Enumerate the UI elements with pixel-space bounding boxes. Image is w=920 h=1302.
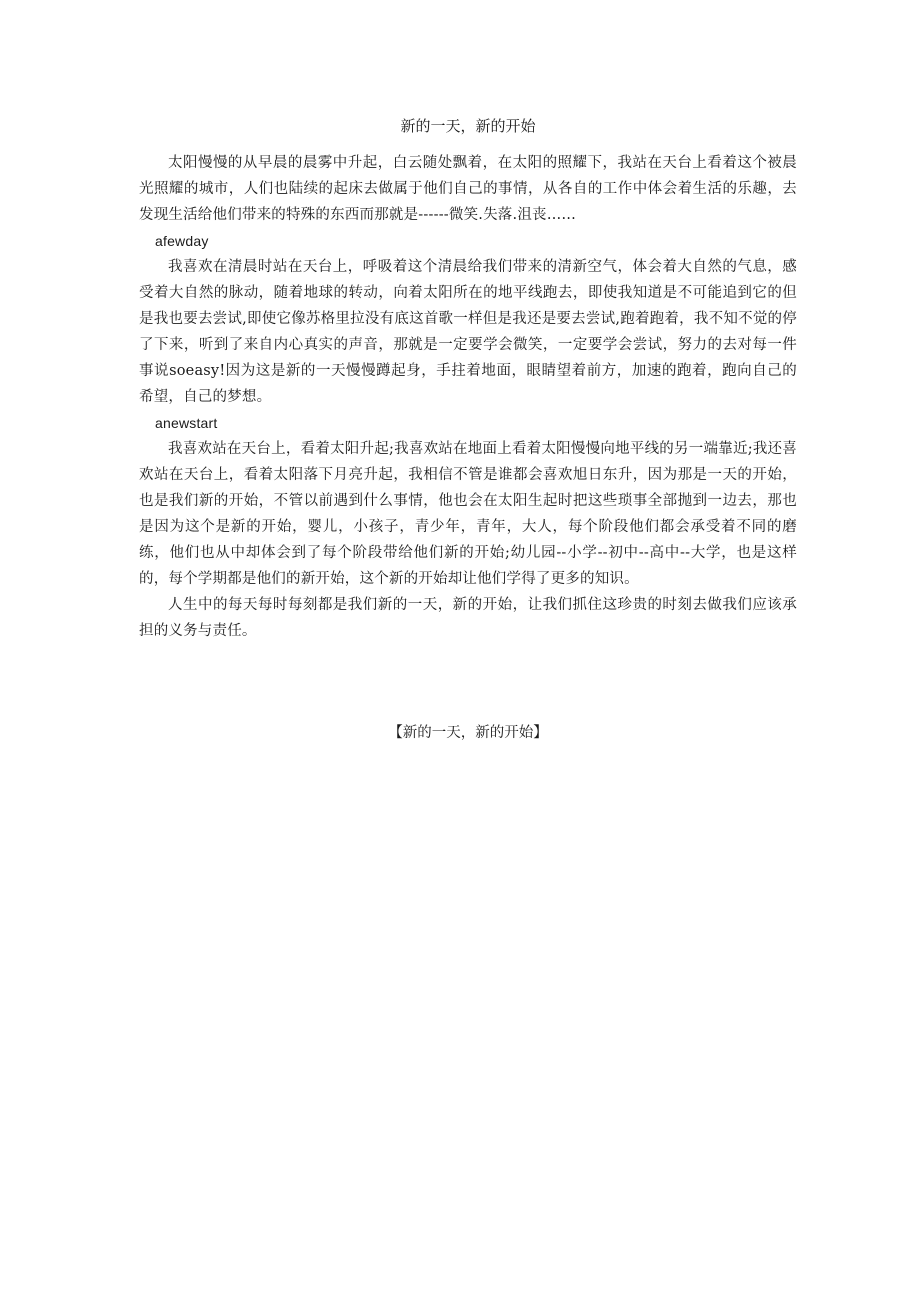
section-heading-anewstart: anewstart [155,415,218,431]
document-title: 新的一天，新的开始 [400,117,536,135]
paragraph-rooftop-morning: 我喜欢在清晨时站在天台上，呼吸着这个清晨给我们带来的清新空气，体会着大自然的气息，感受着大自然的脉动，随着地球的转动，向着太阳所在的地平线跑去，即使我知道是不可能追到它的但是我也要去尝试,即使它像苏格里拉没有底这首歌一样但是我还是要去尝试,跑着跑着，我不知不觉的停了下来，听到了来自内心真实的声音，那就是一定要学会微笑，一定要学会尝试，努力的去对每一件事说soeasy!因为这是新的一天慢慢蹲起身，手拄着地面，眼睛望着前方，加速的跑着，跑向自己的希望，自己的梦想。 [139,259,797,405]
document-footer-title: 【新的一天，新的开始】 [388,725,548,741]
paragraph-conclusion: 人生中的每天每时每刻都是我们新的一天，新的开始，让我们抓住这珍贵的时刻去做我们应该承担的义务与责任。 [139,597,797,639]
section-heading-afewday: afewday [155,233,209,249]
paragraph-new-beginnings: 我喜欢站在天台上，看着太阳升起;我喜欢站在地面上看着太阳慢慢向地平线的另一端靠近;我还喜欢站在天台上，看着太阳落下月亮升起，我相信不管是谁都会喜欢旭日东升，因为那是一天的开始，也是我们新的开始，不管以前遇到什么事情，他也会在太阳生起时把这些琐事全部抛到一边去，那也是因为这个是新的开始，婴儿，小孩子，青少年，青年，大人，每个阶段他们都会承受着不同的磨练，他们也从中却体会到了每个阶段带给他们新的开始;幼儿园--小学--初中--高中--大学，也是这样的，每个学期都是他们的新开始，这个新的开始却让他们学得了更多的知识。 [139,441,797,587]
document-body [139,150,797,644]
paragraph-sunrise: 太阳慢慢的从早晨的晨雾中升起，白云随处飘着，在太阳的照耀下，我站在天台上看着这个被晨光照耀的城市，人们也陆续的起床去做属于他们自己的事情，从各自的工作中体会着生活的乐趣，去发现生活给他们带来的特殊的东西而那就是------微笑.失落.沮丧…… [139,155,797,223]
